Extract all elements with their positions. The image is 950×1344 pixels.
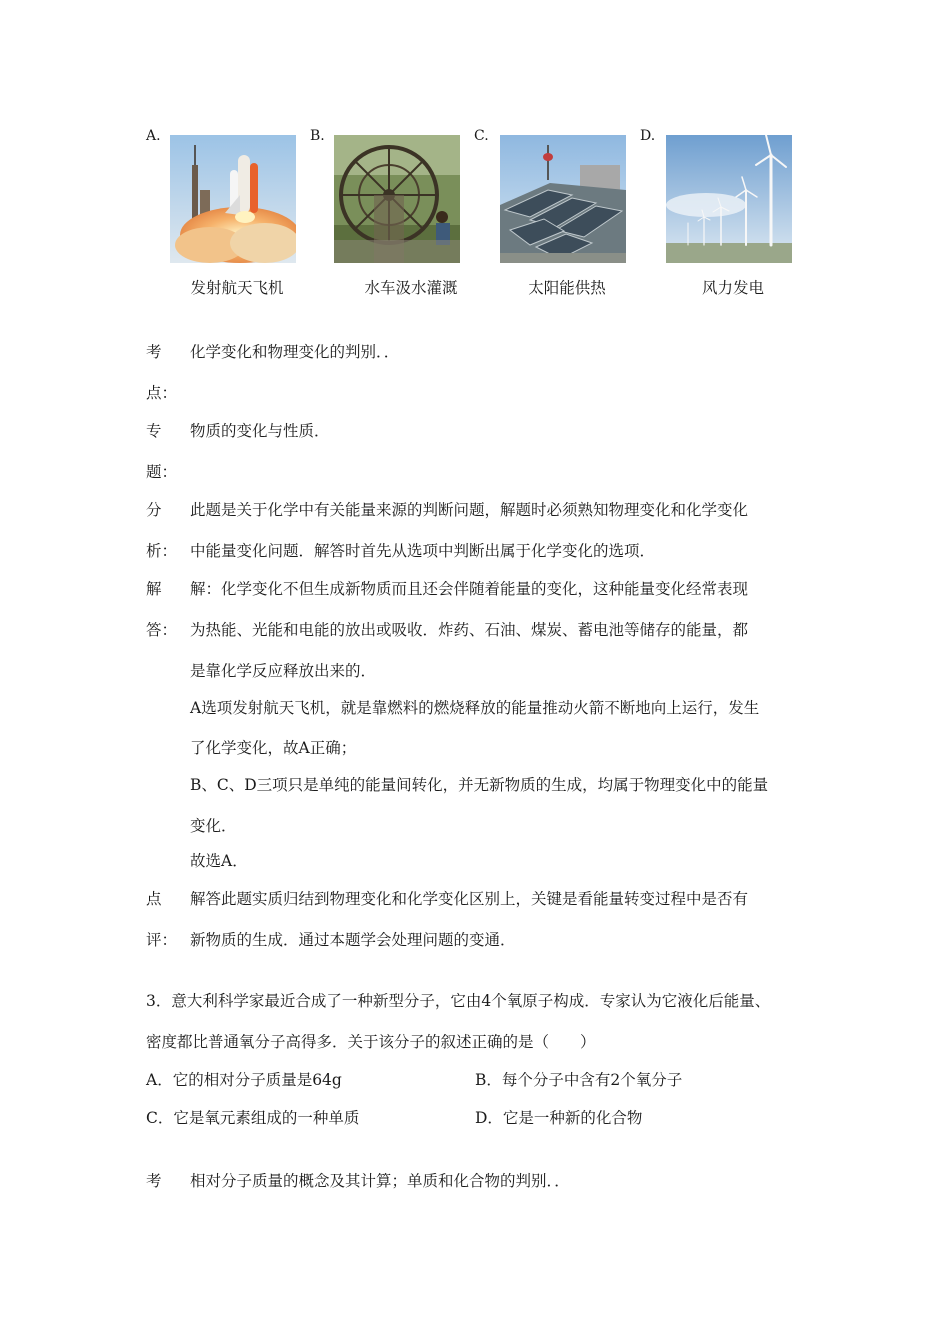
fenxi-text-2: 中能量变化问题．解答时首先从选项中判断出属于化学变化的选项． [190,542,656,560]
option-b-letter: B. [310,128,325,144]
dianping-label-2: 评： [146,931,178,949]
shuttle-launch-image [170,135,296,263]
question-3-option-b: B．每个分子中含有2个氧分子 [475,1071,683,1089]
zhuanti-text: 物质的变化与性质． [190,422,330,440]
solar-heater-image [500,135,626,263]
question-3-option-d: D．它是一种新的化合物 [475,1109,643,1127]
option-c-caption: 太阳能供热 [528,279,606,297]
option-d-letter: D. [640,128,656,144]
question-3-option-c: C．它是氧元素组成的一种单质 [146,1109,360,1127]
fenxi-text-1: 此题是关于化学中有关能量来源的判断问题，解题时必须熟知物理变化和化学变化 [190,501,749,519]
option-c-letter: C. [474,128,489,144]
question-3-option-a: A．它的相对分子质量是64g [146,1071,342,1089]
jieda-line-7: 变化． [190,817,237,835]
dianping-text-2: 新物质的生成．通过本题学会处理问题的变通． [190,931,516,949]
jieda-line-3: 是靠化学反应释放出来的． [190,662,377,680]
jieda-line-6: B、C、D三项只是单纯的能量间转化，并无新物质的生成，均属于物理变化中的能量 [190,776,769,794]
q3-kaodian-text: 相对分子质量的概念及其计算；单质和化合物的判别．． [190,1172,570,1190]
fenxi-label-2: 析： [146,542,178,560]
water-wheel-image [334,135,460,263]
jieda-line-8: 故选A． [190,852,248,870]
question-3-line-1: 3．意大利科学家最近合成了一种新型分子，它由4个氧原子构成．专家认为它液化后能量、 [146,992,771,1010]
kaodian-text: 化学变化和物理变化的判别．． [190,343,400,361]
zhuanti-label-1: 专 [146,422,162,440]
dianping-text-1: 解答此题实质归结到物理变化和化学变化区别上，关键是看能量转变过程中是否有 [190,890,749,908]
kaodian-label-2: 点： [146,384,178,402]
dianping-label-1: 点 [146,890,162,908]
zhuanti-label-2: 题： [146,463,178,481]
jieda-label-2: 答： [146,621,178,639]
jieda-line-2: 为热能、光能和电能的放出或吸收．炸药、石油、煤炭、蓄电池等储存的能量，都 [190,621,749,639]
jieda-line-1: 解：化学变化不但生成新物质而且还会伴随着能量的变化，这种能量变化经常表现 [190,580,749,598]
jieda-line-5: 了化学变化，故A正确； [190,739,357,757]
question-3-line-2: 密度都比普通氧分子高得多．关于该分子的叙述正确的是（ ） [146,1033,596,1051]
option-b-caption: 水车汲水灌溉 [364,279,458,297]
kaodian-label-1: 考 [146,343,162,361]
option-a-caption: 发射航天飞机 [190,279,284,297]
fenxi-label-1: 分 [146,501,162,519]
q3-kaodian-label: 考 [146,1172,162,1190]
jieda-label-1: 解 [146,580,162,598]
option-d-caption: 风力发电 [701,279,764,297]
wind-turbine-image [666,135,792,263]
jieda-line-4: A选项发射航天飞机，就是靠燃料的燃烧释放的能量推动火箭不断地向上运行，发生 [190,699,760,717]
option-a-letter: A. [146,128,161,144]
